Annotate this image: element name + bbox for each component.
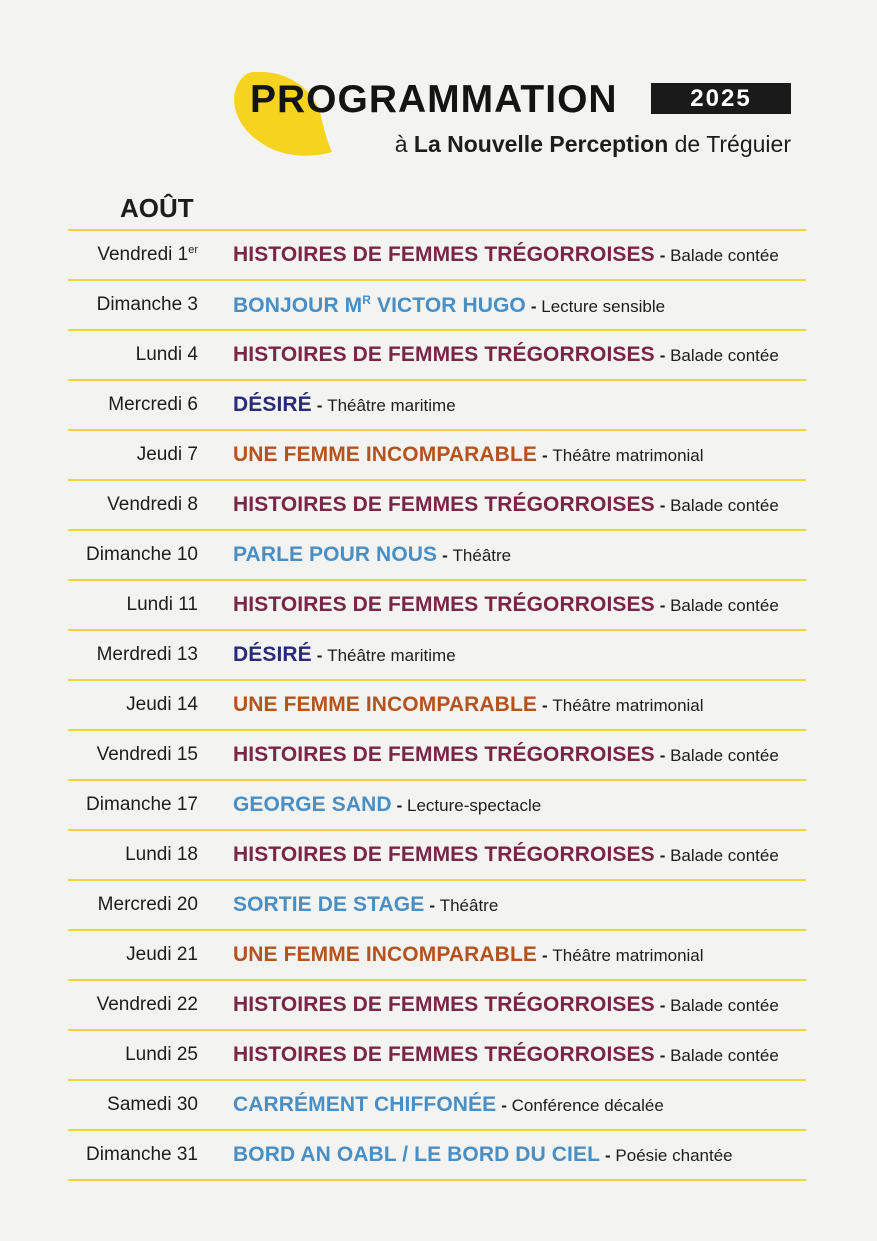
event-type: - Balade contée [660, 846, 779, 866]
schedule-row [68, 431, 806, 481]
event-title [233, 843, 655, 867]
event-title-text: HISTOIRES DE FEMMES TRÉGORROISES [233, 243, 655, 266]
event-type: - Lecture-spectacle [397, 796, 542, 816]
event [233, 693, 704, 717]
event-date [68, 344, 198, 366]
event-date [68, 394, 198, 416]
event-title-text: PARLE POUR NOUS [233, 543, 438, 566]
event-title [233, 1143, 600, 1167]
event-date-text: Jeudi 14 [126, 694, 198, 715]
subtitle-suffix: de Tréguier [668, 131, 791, 157]
event-date [68, 694, 198, 716]
event [233, 343, 779, 367]
event-title [233, 493, 655, 517]
event-title [233, 243, 655, 267]
event-type: - Balade contée [660, 246, 779, 266]
event-title-text: HISTOIRES DE FEMMES TRÉGORROISES [233, 743, 655, 766]
event-date [68, 894, 198, 916]
event-date-text: Samedi 30 [107, 1094, 198, 1115]
event-date-text: Lundi 11 [126, 594, 198, 615]
event-title [233, 693, 537, 717]
event [233, 593, 779, 617]
schedule-list [68, 229, 806, 1181]
event-date [68, 744, 198, 766]
event-title [233, 743, 655, 767]
schedule-row [68, 1081, 806, 1131]
venue-name: La Nouvelle Perception [413, 131, 669, 157]
event-title-text: DÉSIRÉ [233, 643, 312, 666]
event-date-text: Merdredi 13 [96, 644, 198, 665]
subtitle [395, 133, 791, 156]
event [233, 293, 665, 318]
month-heading: AOÛT [120, 193, 194, 223]
schedule-row [68, 1031, 806, 1081]
event-date [68, 594, 198, 616]
event-date-text: Vendredi 1 [97, 244, 189, 265]
schedule-row [68, 381, 806, 431]
event-date [68, 494, 198, 516]
event-type: - Poésie chantée [605, 1146, 733, 1166]
event-type: - Théâtre [442, 546, 511, 566]
event-title [233, 643, 312, 667]
schedule-row [68, 281, 806, 331]
event-type: - Lecture sensible [531, 297, 665, 317]
event [233, 643, 456, 667]
event-title-text: UNE FEMME INCOMPARABLE [233, 943, 537, 966]
schedule-row [68, 581, 806, 631]
schedule-row [68, 231, 806, 281]
page-title: PROGRAMMATION [250, 78, 618, 121]
event-title-text: HISTOIRES DE FEMMES TRÉGORROISES [233, 843, 655, 866]
event-title-text: HISTOIRES DE FEMMES TRÉGORROISES [233, 1043, 655, 1066]
schedule-row [68, 931, 806, 981]
event-date [68, 944, 198, 966]
schedule-row [68, 331, 806, 381]
event [233, 793, 541, 817]
event-title-text: GEORGE SAND [233, 793, 392, 816]
event-title [233, 793, 392, 817]
event-date-text: Vendredi 22 [96, 994, 198, 1015]
event-date-text: Dimanche 17 [86, 794, 198, 815]
event-date-text: Lundi 18 [125, 844, 198, 865]
event-type: - Conférence décalée [501, 1096, 664, 1116]
event [233, 443, 704, 467]
event-date-text: Vendredi 8 [107, 494, 198, 515]
event-type: - Balade contée [660, 996, 779, 1016]
event-date-text: Lundi 25 [125, 1044, 198, 1065]
event-title-text: UNE FEMME INCOMPARABLE [233, 693, 537, 716]
event-title [233, 293, 526, 318]
schedule-row [68, 881, 806, 931]
event-date [68, 544, 198, 566]
event-title [233, 543, 437, 567]
event [233, 943, 704, 967]
event-date-text: Vendredi 15 [96, 744, 198, 765]
event-title-text: CARRÉMENT CHIFFONÉE [233, 1093, 497, 1116]
event-title-text: SORTIE DE STAGE [233, 893, 425, 916]
event-date-text: Dimanche 3 [96, 294, 198, 315]
event-type: - Théâtre matrimonial [542, 946, 704, 966]
event-title [233, 993, 655, 1017]
event [233, 493, 779, 517]
event-title-text: BORD AN OABL / LE BORD DU CIEL [233, 1143, 601, 1166]
event-date [68, 1094, 198, 1116]
event-date [68, 294, 198, 316]
event-type: - Théâtre matrimonial [542, 696, 704, 716]
schedule-row [68, 1131, 806, 1181]
event-date-text: Dimanche 31 [86, 1144, 198, 1165]
schedule-row [68, 731, 806, 781]
event-type: - Balade contée [660, 1046, 779, 1066]
event-type: - Balade contée [660, 496, 779, 516]
event-title-text: HISTOIRES DE FEMMES TRÉGORROISES [233, 993, 655, 1016]
event-date-text: Mercredi 20 [97, 894, 198, 915]
event-title-text: HISTOIRES DE FEMMES TRÉGORROISES [233, 493, 655, 516]
event-type: - Balade contée [660, 346, 779, 366]
event-title-text: HISTOIRES DE FEMMES TRÉGORROISES [233, 593, 655, 616]
event-type: - Théâtre matrimonial [542, 446, 704, 466]
event-title-text: UNE FEMME INCOMPARABLE [233, 443, 537, 466]
schedule-row [68, 681, 806, 731]
event [233, 743, 779, 767]
schedule-row [68, 631, 806, 681]
event [233, 893, 498, 917]
event-date [68, 444, 198, 466]
event-title [233, 443, 537, 467]
event-date [68, 244, 198, 266]
event [233, 1143, 733, 1167]
event-date [68, 994, 198, 1016]
event-title-text: HISTOIRES DE FEMMES TRÉGORROISES [233, 343, 655, 366]
schedule-row [68, 481, 806, 531]
event-date [68, 794, 198, 816]
event [233, 843, 779, 867]
event-date [68, 1044, 198, 1066]
event-type: - Balade contée [660, 746, 779, 766]
subtitle-prefix: à [394, 131, 414, 157]
event-date-text: Lundi 4 [135, 344, 198, 365]
event-title [233, 343, 655, 367]
event-title-rest: VICTOR HUGO [371, 293, 526, 317]
event-title [233, 943, 537, 967]
event-title [233, 393, 312, 417]
event-date-text: Mercredi 6 [108, 394, 198, 415]
schedule-row [68, 781, 806, 831]
year-badge: 2025 [651, 83, 791, 114]
event-type: - Théâtre maritime [317, 396, 456, 416]
event [233, 393, 456, 417]
event-title [233, 1043, 655, 1067]
event-title [233, 893, 424, 917]
event-date [68, 844, 198, 866]
event-date-text: Dimanche 10 [86, 544, 198, 565]
event-type: - Balade contée [660, 596, 779, 616]
event [233, 543, 511, 567]
event-title-text: BONJOUR M [233, 293, 363, 317]
event-title-superscript: R [362, 292, 372, 307]
event-date [68, 644, 198, 666]
event-type: - Théâtre [429, 896, 498, 916]
event [233, 1093, 664, 1117]
event-date-text: Jeudi 7 [136, 444, 198, 465]
event-title [233, 1093, 496, 1117]
event-date-text: Jeudi 21 [126, 944, 198, 965]
event-date [68, 1144, 198, 1166]
schedule-row [68, 831, 806, 881]
event-date-ordinal: er [188, 244, 198, 256]
event-title-text: DÉSIRÉ [233, 393, 312, 416]
schedule-row [68, 981, 806, 1031]
event [233, 993, 779, 1017]
event [233, 243, 779, 267]
event-type: - Théâtre maritime [317, 646, 456, 666]
event [233, 1043, 779, 1067]
schedule-row [68, 531, 806, 581]
event-title [233, 593, 655, 617]
